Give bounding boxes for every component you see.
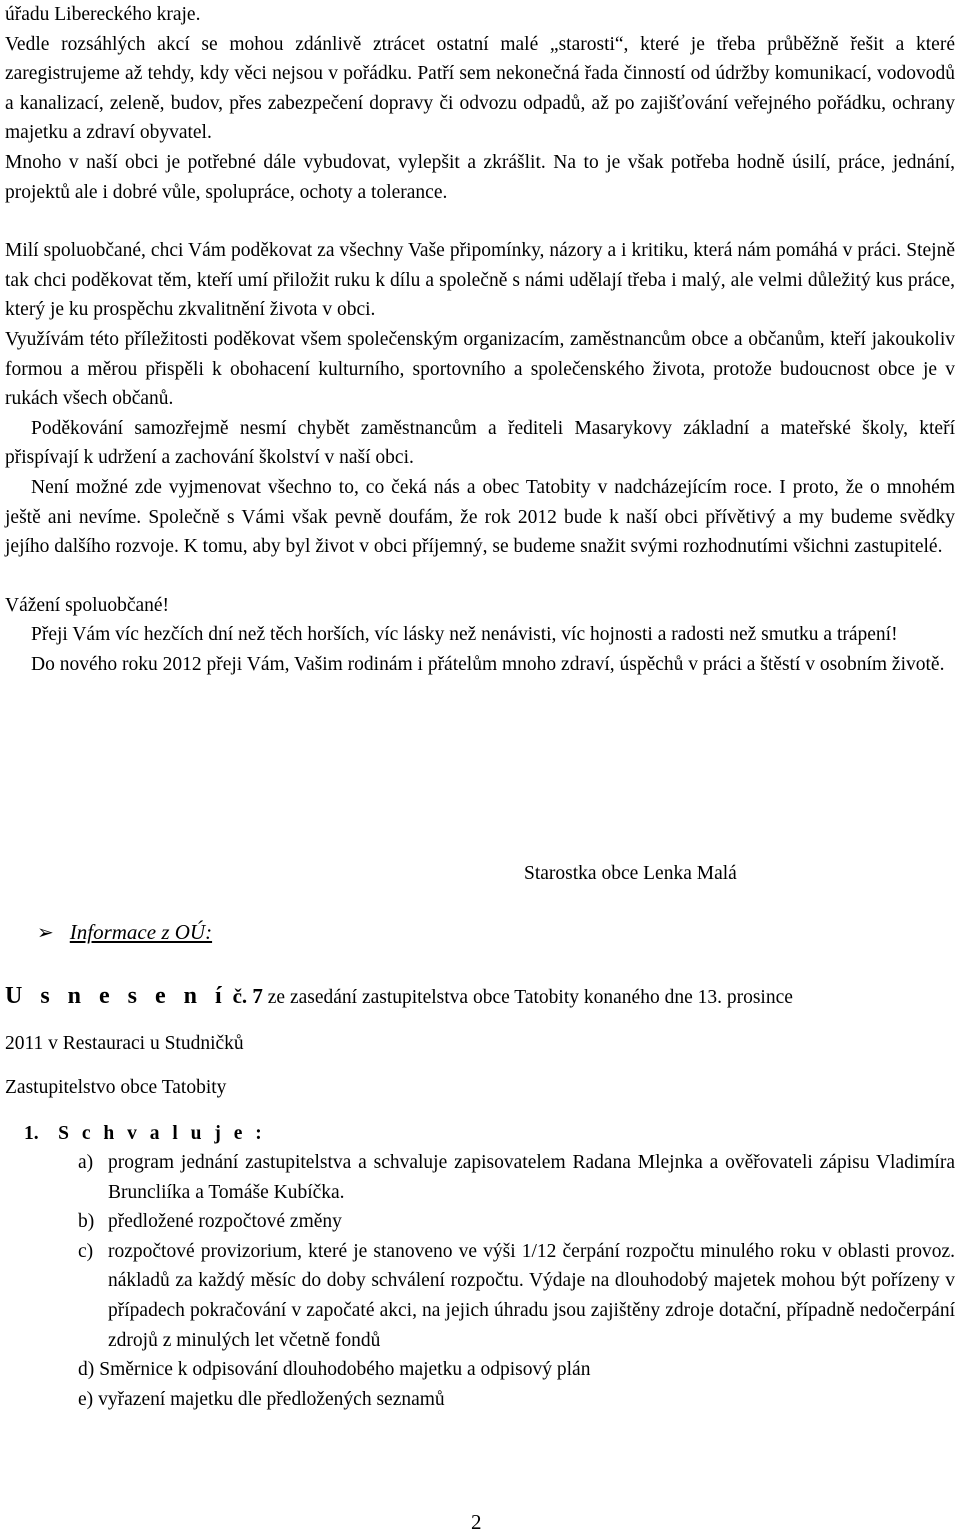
item-number: 1. [24, 1123, 39, 1144]
paragraph: Vedle rozsáhlých akcí se mohou zdánlivě ztrácet ostatní malé „starosti“, které je třeba průběžně řešit a které zaregistrujeme až tehdy, kdy věci nejsou v pořádku. Patří sem nekonečná řada činností od údržby komunikací, vodovodů a kanalizací, zeleně, budov, přes zabezpečení dopravy či odvozu odpadů, až po zajišťování veřejného pořádku, ochrany majetku a zdraví obyvatel. [5, 33, 955, 144]
list-item-text: Směrnice k odpisování dlouhodobého majetku a odpisový plán [99, 1359, 591, 1381]
info-heading [37, 918, 212, 949]
resolution-list [78, 1148, 955, 1414]
paragraph: Využívám této příležitosti poděkovat všem společenským organizacím, zaměstnancům obce a občanům, kteří jakoukoliv formou a měrou přispěli k obohacení kulturního, sportovního a společenského života, protože budoucnost obce je v rukách všech občanů. [5, 328, 955, 410]
list-item-label: a) [78, 1152, 94, 1173]
paragraph: Mnoho v naší obci je potřebné dále vybudovat, vylepšit a zkrášlit. Na to je však potřeba hodně úsilí, práce, jednání, projektů ale i dobré vůle, spolupráce, ochoty a tolerance. [5, 151, 955, 203]
item-label: S c h v a l u j e : [58, 1123, 266, 1144]
list-item [78, 1148, 955, 1207]
signature: Starostka obce Lenka Malá [524, 863, 737, 884]
list-item-label: c) [78, 1240, 94, 1262]
paragraph: úřadu Libereckého kraje. [5, 4, 201, 25]
list-item [78, 1207, 955, 1237]
resolution-item-heading [24, 1119, 266, 1149]
paragraph: Do nového roku 2012 přeji Vám, Vašim rodinám i přátelům mnoho zdraví, úspěchů v práci a štěstí v osobním životě. [31, 653, 945, 675]
list-item [78, 1237, 955, 1355]
resolution-title-rest: ze zasedání zastupitelstva obce Tatobity konaného dne 13. prosince [267, 987, 793, 1008]
resolution-title [5, 982, 955, 1013]
resolution-body: Zastupitelstvo obce Tatobity [5, 1077, 227, 1098]
info-heading-text: Informace z OÚ: [69, 920, 213, 944]
resolution-title-word: U s n e s e n í [5, 983, 228, 1009]
paragraph: Není možné zde vyjmenovat všechno to, co čeká nás a obec Tatobity v nadcházejícím roce. I proto, že o mnohém ještě ani nevíme. Společně s Vámi však pevně doufám, že rok 2012 bude k naší obci přívětivý a my budeme svědky jejího dalšího rozvoje. K tomu, aby byl život v obci příjemný, se budeme snažit svými rozhodnutími všichni zastupitelé. [5, 476, 955, 558]
list-item-label: b) [78, 1211, 95, 1233]
page-number: 2 [471, 1510, 482, 1534]
list-item [78, 1385, 955, 1415]
list-item [78, 1355, 955, 1385]
document-page [5, 0, 955, 679]
list-item-label: e) [78, 1388, 94, 1410]
paragraph: Přeji Vám víc hezčích dní než těch horších, víc lásky než nenávisti, víc hojnosti a radosti než smutku a trápení! [31, 624, 898, 646]
arrow-bullet-icon: ➢ [37, 922, 54, 944]
list-item-label: d) [78, 1359, 95, 1381]
list-item-text: předložené rozpočtové změny [108, 1211, 342, 1233]
list-item-text: program jednání zastupitelstva a schvaluje zapisovatelem Radana Mlejnka a ověřovateli zápisu Vladimíra Bruncliíka a Tomáše Kubíčka. [108, 1152, 955, 1203]
resolution-date-place: 2011 v Restauraci u Studničků [5, 1033, 244, 1054]
list-item-text: rozpočtové provizorium, které je stanoveno ve výši 1/12 čerpání rozpočtu minulého roku v oblasti provoz. nákladů za každý měsíc do doby schválení rozpočtu. Výdaje na dlouhodobý majetek mohou být pořízeny v případech pokračování v započaté akci, na jejich úhradu jsou zajištěny zdroje dotační, případně nedočerpání zdrojů z minulých let včetně fondů [108, 1240, 955, 1351]
resolution-number: č. 7 [232, 984, 263, 1008]
list-item-text: vyřazení majetku dle předložených seznamů [98, 1388, 445, 1410]
paragraph: Milí spoluobčané, chci Vám poděkovat za všechny Vaše připomínky, názory a i kritiku, která nám pomáhá v práci. Stejně tak chci poděkovat těm, kteří umí přiložit ruku k dílu a společně s námi udělají třeba i malý, ale velmi důležitý kus práce, který je ku prospěchu zkvalitnění života v obci. [5, 240, 955, 321]
paragraph: Poděkování samozřejmě nesmí chybět zaměstnancům a řediteli Masarykovy základní a mateřské školy, kteří přispívají k udržení a zachování školství v naší obci. [5, 417, 955, 469]
greeting: Vážení spoluobčané! [5, 594, 170, 616]
